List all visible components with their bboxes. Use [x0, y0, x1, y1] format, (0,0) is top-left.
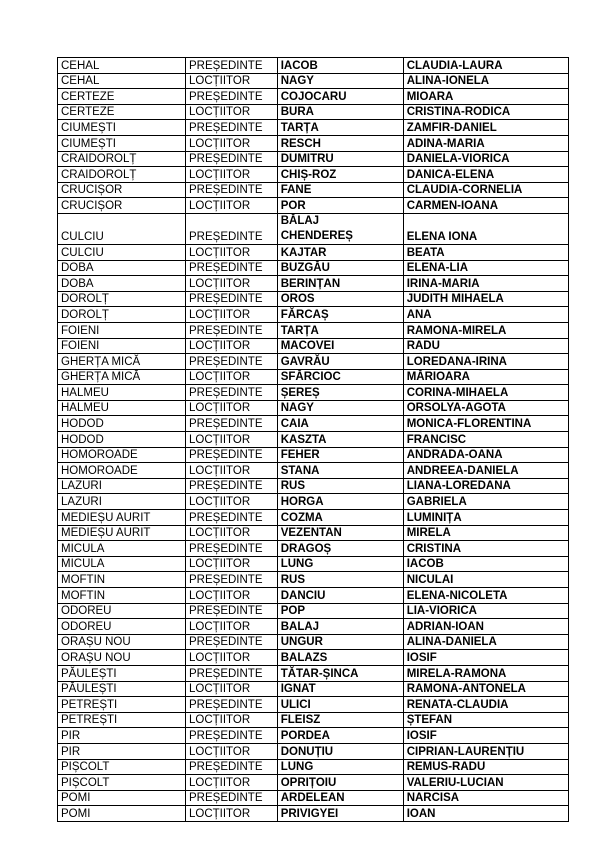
function-cell: PREȘEDINTE [186, 603, 278, 619]
last-name-line: CHENDEREȘ [280, 229, 353, 242]
last-name-cell: FLEISZ [277, 712, 403, 728]
locality-cell: DOBA [58, 276, 186, 292]
first-name-cell: IACOB [403, 556, 568, 572]
last-name-cell: PRIVIGYEI [277, 806, 403, 822]
function-cell: PREȘEDINTE [186, 416, 278, 432]
function-cell: LOCȚIITOR [186, 369, 278, 385]
last-name-cell: FĂRCAȘ [277, 307, 403, 323]
function-cell: PREȘEDINTE [186, 634, 278, 650]
locality-cell: CEHAL [58, 73, 186, 89]
last-name-cell: BUZGĂU [277, 260, 403, 276]
function-cell: LOCȚIITOR [186, 73, 278, 89]
last-name-cell: IACOB [277, 58, 403, 74]
locality-cell: CRUCIȘOR [58, 182, 186, 198]
table-row [58, 354, 569, 370]
locality-cell: DOROLȚ [58, 307, 186, 323]
function-cell: LOCȚIITOR [186, 400, 278, 416]
last-name-cell: BALAZS [277, 650, 403, 666]
table-row [58, 307, 569, 323]
table-row [58, 432, 569, 448]
last-name-cell: MACOVEI [277, 338, 403, 354]
table-row [58, 541, 569, 557]
first-name-cell: CLAUDIA-LAURA [403, 58, 568, 74]
table-row [58, 572, 569, 588]
table-row [58, 556, 569, 572]
first-name-cell: CORINA-MIHAELA [403, 385, 568, 401]
table-row [58, 494, 569, 510]
last-name-cell: RUS [277, 572, 403, 588]
locality-cell: LAZURI [58, 478, 186, 494]
first-name-cell: ZAMFIR-DANIEL [403, 120, 568, 136]
last-name-cell: COZMA [277, 510, 403, 526]
locality-cell: PIR [58, 743, 186, 759]
last-name-line: BĂLAJ [280, 214, 320, 227]
last-name-cell: FEHER [277, 447, 403, 463]
table-row [58, 260, 569, 276]
first-name-cell: ELENA-NICOLETA [403, 588, 568, 604]
last-name-cell: OROS [277, 291, 403, 307]
table-row [58, 182, 569, 198]
locality-cell: HODOD [58, 416, 186, 432]
locality-cell: CEHAL [58, 58, 186, 74]
locality-cell: FOIENI [58, 338, 186, 354]
last-name-cell: BURA [277, 104, 403, 120]
first-name-cell: MĂRIOARA [403, 369, 568, 385]
first-name-cell: LOREDANA-IRINA [403, 354, 568, 370]
locality-cell: CERTEZE [58, 89, 186, 105]
last-name-cell: STANA [277, 463, 403, 479]
table-row [58, 385, 569, 401]
locality-cell: GHERȚA MICĂ [58, 354, 186, 370]
first-name-cell: RAMONA-MIRELA [403, 322, 568, 338]
function-cell: PREȘEDINTE [186, 291, 278, 307]
locality-cell: MICULA [58, 541, 186, 557]
first-name-cell: BEATA [403, 244, 568, 260]
locality-cell: MOFTIN [58, 572, 186, 588]
function-cell: PREȘEDINTE [186, 447, 278, 463]
locality-cell: ORAȘU NOU [58, 650, 186, 666]
locality-cell: MOFTIN [58, 588, 186, 604]
function-cell: PREȘEDINTE [186, 322, 278, 338]
function-cell: LOCȚIITOR [186, 244, 278, 260]
first-name-cell: LIANA-LOREDANA [403, 478, 568, 494]
locality-cell: CRAIDOROLȚ [58, 167, 186, 183]
last-name-cell: BERINȚAN [277, 276, 403, 292]
first-name-cell: IOAN [403, 806, 568, 822]
locality-cell: CULCIU [58, 244, 186, 260]
roster-table [57, 57, 569, 822]
first-name-cell: NARCISA [403, 790, 568, 806]
locality-cell: PIȘCOLT [58, 775, 186, 791]
table-row [58, 650, 569, 666]
function-cell: PREȘEDINTE [186, 697, 278, 713]
locality-cell: CRAIDOROLȚ [58, 151, 186, 167]
first-name-cell: ELENA-LIA [403, 260, 568, 276]
first-name-cell: DANICA-ELENA [403, 167, 568, 183]
first-name-cell: RADU [403, 338, 568, 354]
locality-cell: PĂULEȘTI [58, 665, 186, 681]
function-cell: PREȘEDINTE [186, 790, 278, 806]
function-cell: PREȘEDINTE [186, 572, 278, 588]
first-name-cell: DANIELA-VIORICA [403, 151, 568, 167]
function-cell: LOCȚIITOR [186, 525, 278, 541]
locality-cell: HOMOROADE [58, 447, 186, 463]
locality-cell: DOBA [58, 260, 186, 276]
locality-cell: PĂULEȘTI [58, 681, 186, 697]
function-cell: PREȘEDINTE [186, 151, 278, 167]
first-name-cell: ORSOLYA-AGOTA [403, 400, 568, 416]
last-name-cell: UNGUR [277, 634, 403, 650]
first-name-cell: ANDREEA-DANIELA [403, 463, 568, 479]
roster-body [58, 58, 569, 822]
function-cell: LOCȚIITOR [186, 556, 278, 572]
function-cell: LOCȚIITOR [186, 307, 278, 323]
last-name-cell: FANE [277, 182, 403, 198]
last-name-cell: ULICI [277, 697, 403, 713]
last-name-cell: CHIȘ-ROZ [277, 167, 403, 183]
function-cell: PREȘEDINTE [186, 665, 278, 681]
table-row [58, 244, 569, 260]
locality-cell: CRUCIȘOR [58, 198, 186, 214]
first-name-cell: RENATA-CLAUDIA [403, 697, 568, 713]
last-name-cell: TĂTAR-ȘINCA [277, 665, 403, 681]
table-row [58, 369, 569, 385]
table-row [58, 743, 569, 759]
table-row [58, 806, 569, 822]
function-cell: PREȘEDINTE [186, 213, 278, 244]
function-cell: PREȘEDINTE [186, 182, 278, 198]
function-cell: LOCȚIITOR [186, 463, 278, 479]
function-cell: LOCȚIITOR [186, 276, 278, 292]
first-name-cell: VALERIU-LUCIAN [403, 775, 568, 791]
last-name-cell: POR [277, 198, 403, 214]
locality-cell: HOMOROADE [58, 463, 186, 479]
locality-cell: CIUMEȘTI [58, 120, 186, 136]
first-name-cell: LIA-VIORICA [403, 603, 568, 619]
locality-cell: MEDIEȘU AURIT [58, 525, 186, 541]
last-name-cell: OPRIȚOIU [277, 775, 403, 791]
function-cell: LOCȚIITOR [186, 650, 278, 666]
function-cell: LOCȚIITOR [186, 619, 278, 635]
table-row [58, 58, 569, 74]
locality-cell: PIȘCOLT [58, 759, 186, 775]
function-cell: LOCȚIITOR [186, 775, 278, 791]
first-name-cell: ȘTEFAN [403, 712, 568, 728]
last-name-cell: GAVRĂU [277, 354, 403, 370]
function-cell: PREȘEDINTE [186, 58, 278, 74]
table-row [58, 213, 569, 244]
locality-cell: PETREȘTI [58, 712, 186, 728]
locality-cell: POMI [58, 790, 186, 806]
last-name-cell: COJOCARU [277, 89, 403, 105]
table-row [58, 728, 569, 744]
last-name-cell: HORGA [277, 494, 403, 510]
function-cell: LOCȚIITOR [186, 338, 278, 354]
first-name-cell: CRISTINA-RODICA [403, 104, 568, 120]
first-name-cell: CARMEN-IOANA [403, 198, 568, 214]
last-name-cell: LUNG [277, 556, 403, 572]
function-cell: LOCȚIITOR [186, 167, 278, 183]
last-name-cell: ARDELEAN [277, 790, 403, 806]
first-name-cell: ADRIAN-IOAN [403, 619, 568, 635]
table-row [58, 790, 569, 806]
function-cell: PREȘEDINTE [186, 478, 278, 494]
locality-cell: CERTEZE [58, 104, 186, 120]
table-row [58, 697, 569, 713]
first-name-cell: MONICA-FLORENTINA [403, 416, 568, 432]
first-name-cell: MIOARA [403, 89, 568, 105]
first-name-cell: CLAUDIA-CORNELIA [403, 182, 568, 198]
table-row [58, 588, 569, 604]
table-row [58, 89, 569, 105]
first-name-cell: REMUS-RADU [403, 759, 568, 775]
table-row [58, 104, 569, 120]
table-row [58, 400, 569, 416]
function-cell: LOCȚIITOR [186, 494, 278, 510]
locality-cell: CULCIU [58, 213, 186, 244]
function-cell: PREȘEDINTE [186, 385, 278, 401]
first-name-cell: NICULAI [403, 572, 568, 588]
last-name-cell: KASZTA [277, 432, 403, 448]
first-name-cell: MIRELA [403, 525, 568, 541]
table-row [58, 167, 569, 183]
last-name-cell: DRAGOȘ [277, 541, 403, 557]
last-name-cell: BALAJ [277, 619, 403, 635]
first-name-cell: ADINA-MARIA [403, 135, 568, 151]
first-name-cell: ANDRADA-OANA [403, 447, 568, 463]
last-name-cell: CAIA [277, 416, 403, 432]
locality-cell: MICULA [58, 556, 186, 572]
first-name-cell: IOSIF [403, 650, 568, 666]
function-cell: LOCȚIITOR [186, 135, 278, 151]
last-name-cell: NAGY [277, 400, 403, 416]
table-row [58, 775, 569, 791]
table-row [58, 634, 569, 650]
locality-cell: PETREȘTI [58, 697, 186, 713]
function-cell: PREȘEDINTE [186, 260, 278, 276]
last-name-cell: NAGY [277, 73, 403, 89]
first-name-cell: ALINA-IONELA [403, 73, 568, 89]
table-row [58, 322, 569, 338]
first-name-cell: ELENA IONA [403, 213, 568, 244]
last-name-cell: RUS [277, 478, 403, 494]
first-name-cell: MIRELA-RAMONA [403, 665, 568, 681]
first-name-cell: JUDITH MIHAELA [403, 291, 568, 307]
first-name-cell: GABRIELA [403, 494, 568, 510]
table-row [58, 120, 569, 136]
last-name-cell: DANCIU [277, 588, 403, 604]
first-name-cell: ANA [403, 307, 568, 323]
last-name-cell: DUMITRU [277, 151, 403, 167]
first-name-cell: CRISTINA [403, 541, 568, 557]
locality-cell: LAZURI [58, 494, 186, 510]
table-row [58, 619, 569, 635]
function-cell: PREȘEDINTE [186, 541, 278, 557]
locality-cell: DOROLȚ [58, 291, 186, 307]
table-row [58, 447, 569, 463]
last-name-cell: KAJTAR [277, 244, 403, 260]
first-name-cell: LUMINIȚA [403, 510, 568, 526]
locality-cell: CIUMEȘTI [58, 135, 186, 151]
function-cell: PREȘEDINTE [186, 510, 278, 526]
function-cell: PREȘEDINTE [186, 89, 278, 105]
last-name-cell: VEZENTAN [277, 525, 403, 541]
function-cell: PREȘEDINTE [186, 759, 278, 775]
table-row [58, 510, 569, 526]
locality-cell: HALMEU [58, 400, 186, 416]
function-cell: LOCȚIITOR [186, 806, 278, 822]
locality-cell: FOIENI [58, 322, 186, 338]
function-cell: LOCȚIITOR [186, 588, 278, 604]
table-row [58, 276, 569, 292]
last-name-cell: TARȚA [277, 120, 403, 136]
table-row [58, 338, 569, 354]
table-row [58, 135, 569, 151]
locality-cell: HALMEU [58, 385, 186, 401]
table-row [58, 73, 569, 89]
function-cell: PREȘEDINTE [186, 728, 278, 744]
locality-cell: MEDIEȘU AURIT [58, 510, 186, 526]
table-row [58, 478, 569, 494]
last-name-cell [277, 213, 403, 244]
table-row [58, 712, 569, 728]
last-name-cell: SFĂRCIOC [277, 369, 403, 385]
locality-cell: PIR [58, 728, 186, 744]
locality-cell: ORAȘU NOU [58, 634, 186, 650]
function-cell: LOCȚIITOR [186, 198, 278, 214]
table-row [58, 463, 569, 479]
table-row [58, 759, 569, 775]
last-name-cell: RESCH [277, 135, 403, 151]
function-cell: LOCȚIITOR [186, 104, 278, 120]
function-cell: LOCȚIITOR [186, 712, 278, 728]
last-name-cell: DONUȚIU [277, 743, 403, 759]
locality-cell: ODOREU [58, 619, 186, 635]
last-name-cell: TARȚA [277, 322, 403, 338]
first-name-cell: ALINA-DANIELA [403, 634, 568, 650]
table-row [58, 151, 569, 167]
last-name-cell: ȘEREȘ [277, 385, 403, 401]
last-name-cell: POP [277, 603, 403, 619]
locality-cell: POMI [58, 806, 186, 822]
last-name-cell: PORDEA [277, 728, 403, 744]
locality-cell: ODOREU [58, 603, 186, 619]
function-cell: PREȘEDINTE [186, 354, 278, 370]
function-cell: LOCȚIITOR [186, 432, 278, 448]
table-row [58, 416, 569, 432]
first-name-cell: RAMONA-ANTONELA [403, 681, 568, 697]
table-row [58, 603, 569, 619]
first-name-cell: IOSIF [403, 728, 568, 744]
table-row [58, 198, 569, 214]
last-name-cell: IGNAT [277, 681, 403, 697]
last-name-cell: LUNG [277, 759, 403, 775]
locality-cell: GHERȚA MICĂ [58, 369, 186, 385]
table-row [58, 665, 569, 681]
first-name-cell: FRANCISC [403, 432, 568, 448]
function-cell: PREȘEDINTE [186, 120, 278, 136]
locality-cell: HODOD [58, 432, 186, 448]
table-row [58, 291, 569, 307]
function-cell: LOCȚIITOR [186, 681, 278, 697]
table-row [58, 525, 569, 541]
first-name-cell: CIPRIAN-LAURENȚIU [403, 743, 568, 759]
table-row [58, 681, 569, 697]
first-name-cell: IRINA-MARIA [403, 276, 568, 292]
function-cell: LOCȚIITOR [186, 743, 278, 759]
